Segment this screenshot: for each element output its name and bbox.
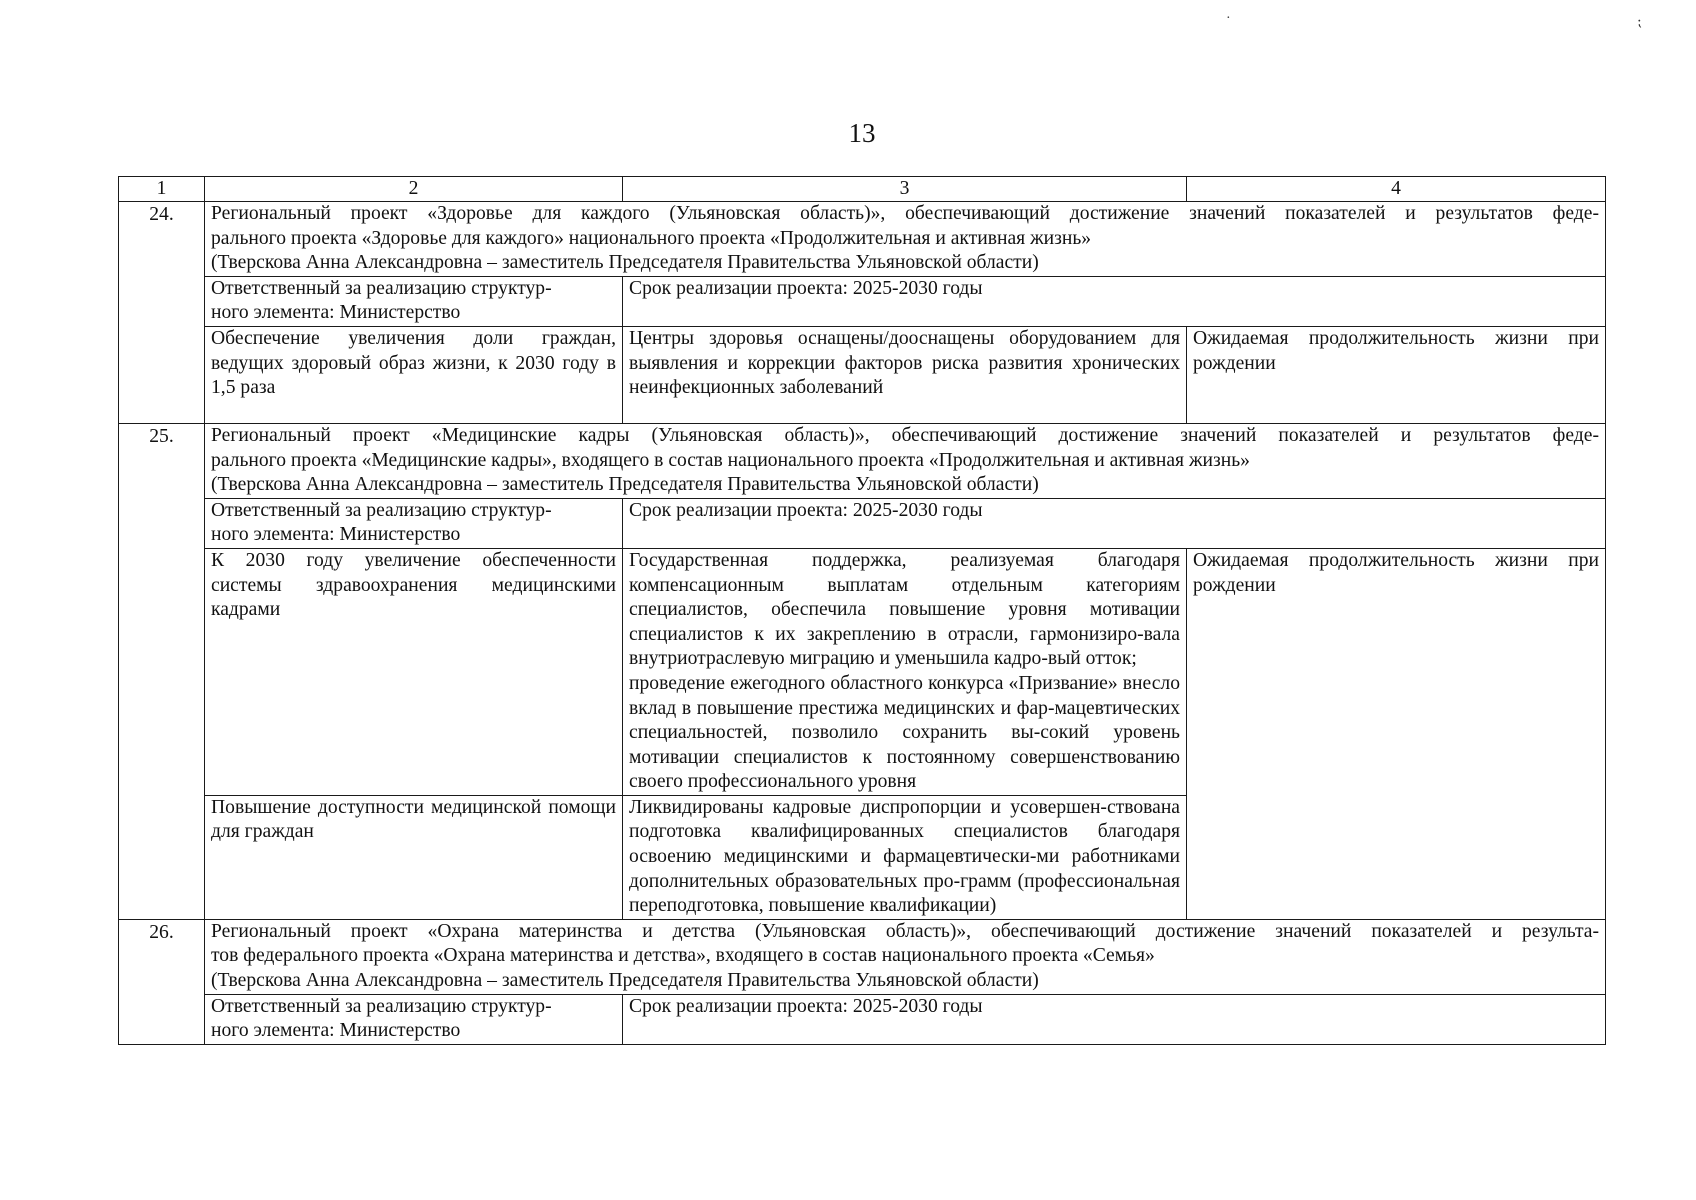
task-goal: Обеспечение увеличения доли граждан, ведущих здоровый образ жизни, к 2030 году в 1,5 раза — [205, 326, 623, 423]
project-title-row — [119, 919, 1606, 994]
responsible-row — [119, 276, 1606, 326]
task-result: Ликвидированы кадровые диспропорции и усовершен-ствована подготовка квалифицированных специалистов благодаря освоению медицинскими и фармацевтически-ми работниками дополнительных образовательных про-грамм (профессиональная переподготовка, повышение квалификации) — [623, 795, 1187, 919]
task-goal: К 2030 году увеличение обеспеченности системы здравоохранения медицинскими кадрами — [205, 548, 623, 795]
project-title-row — [119, 423, 1606, 498]
responsible-row — [119, 994, 1606, 1044]
project-title — [205, 423, 1606, 498]
project-curator: (Тверскова Анна Александровна – заместитель Председателя Правительства Ульяновской области) — [211, 252, 1039, 274]
project-title — [205, 202, 1606, 277]
responsible-label: Ответственный за реализацию структур- ного элемента: Министерство — [205, 498, 623, 548]
project-title-row — [119, 202, 1606, 277]
task-indicator: Ожидаемая продолжительность жизни при рождении — [1187, 548, 1606, 919]
responsible-row — [119, 498, 1606, 548]
task-row — [119, 548, 1606, 795]
project-number: 24. — [119, 202, 205, 424]
task-indicator: Ожидаемая продолжительность жизни при рождении — [1187, 326, 1606, 423]
projects-table — [118, 176, 1606, 1045]
column-header-2: 2 — [205, 177, 623, 202]
project-curator: (Тверскова Анна Александровна – заместитель Председателя Правительства Ульяновской области) — [211, 474, 1039, 496]
scan-speck: · — [1226, 11, 1231, 26]
project-title-line: тов федерального проекта «Охрана материнства и детства», входящего в состав национального проекта «Семья» — [211, 945, 1155, 967]
project-title-line: рального проекта «Здоровье для каждого» национального проекта «Продолжительная и активная жизнь» — [211, 227, 1092, 249]
responsible-label: Ответственный за реализацию структур- ного элемента: Министерство — [205, 994, 623, 1044]
project-term: Срок реализации проекта: 2025-2030 годы — [623, 994, 1606, 1044]
task-result: Государственная поддержка, реализуемая благодаря компенсационным выплатам отдельным категориям специалистов, обеспечила повышение уровня мотивации специалистов к их закреплению в отрасли, гармонизиро-вала внутриотраслевую миграцию и уменьшила кадро-вый отток; проведение ежегодного областного конкурса «Призвание» внесло вклад в повышение престижа медицинских и фар-мацевтических специальностей, позволило сохранить вы-сокий уровень мотивации специалистов к постоянному совершенствованию своего профессионального уровня — [623, 548, 1187, 795]
task-row — [119, 326, 1606, 423]
project-title — [205, 919, 1606, 994]
project-title-line: Региональный проект «Здоровье для каждого (Ульяновская область)», обеспечивающий достижение значений показателей и результатов феде- — [211, 203, 1599, 224]
column-header-3: 3 — [623, 177, 1187, 202]
project-number: 26. — [119, 919, 205, 1044]
column-header-4: 4 — [1187, 177, 1606, 202]
project-number: 25. — [119, 423, 205, 919]
project-title-line: рального проекта «Медицинские кадры», входящего в состав национального проекта «Продолжительная и активная жизнь» — [211, 449, 1250, 471]
project-term: Срок реализации проекта: 2025-2030 годы — [623, 276, 1606, 326]
task-result: Центры здоровья оснащены/дооснащены оборудованием для выявления и коррекции факторов риска развития хронических неинфекционных заболеваний — [623, 326, 1187, 423]
scan-speck: ⁏ — [1637, 15, 1642, 30]
task-goal: Повышение доступности медицинской помощи для граждан — [205, 795, 623, 919]
responsible-label: Ответственный за реализацию структур- ного элемента: Министерство — [205, 276, 623, 326]
page-number: 13 — [848, 118, 876, 148]
project-title-line: Региональный проект «Медицинские кадры (Ульяновская область)», обеспечивающий достижение значений показателей и результатов феде- — [211, 424, 1599, 446]
project-curator: (Тверскова Анна Александровна – заместитель Председателя Правительства Ульяновской области) — [211, 970, 1039, 992]
column-header-1: 1 — [119, 177, 205, 202]
project-title-line: Региональный проект «Охрана материнства и детства (Ульяновская область)», обеспечивающий достижение значений показателей и результа- — [211, 920, 1599, 942]
project-term: Срок реализации проекта: 2025-2030 годы — [623, 498, 1606, 548]
table-header-row — [119, 177, 1606, 202]
